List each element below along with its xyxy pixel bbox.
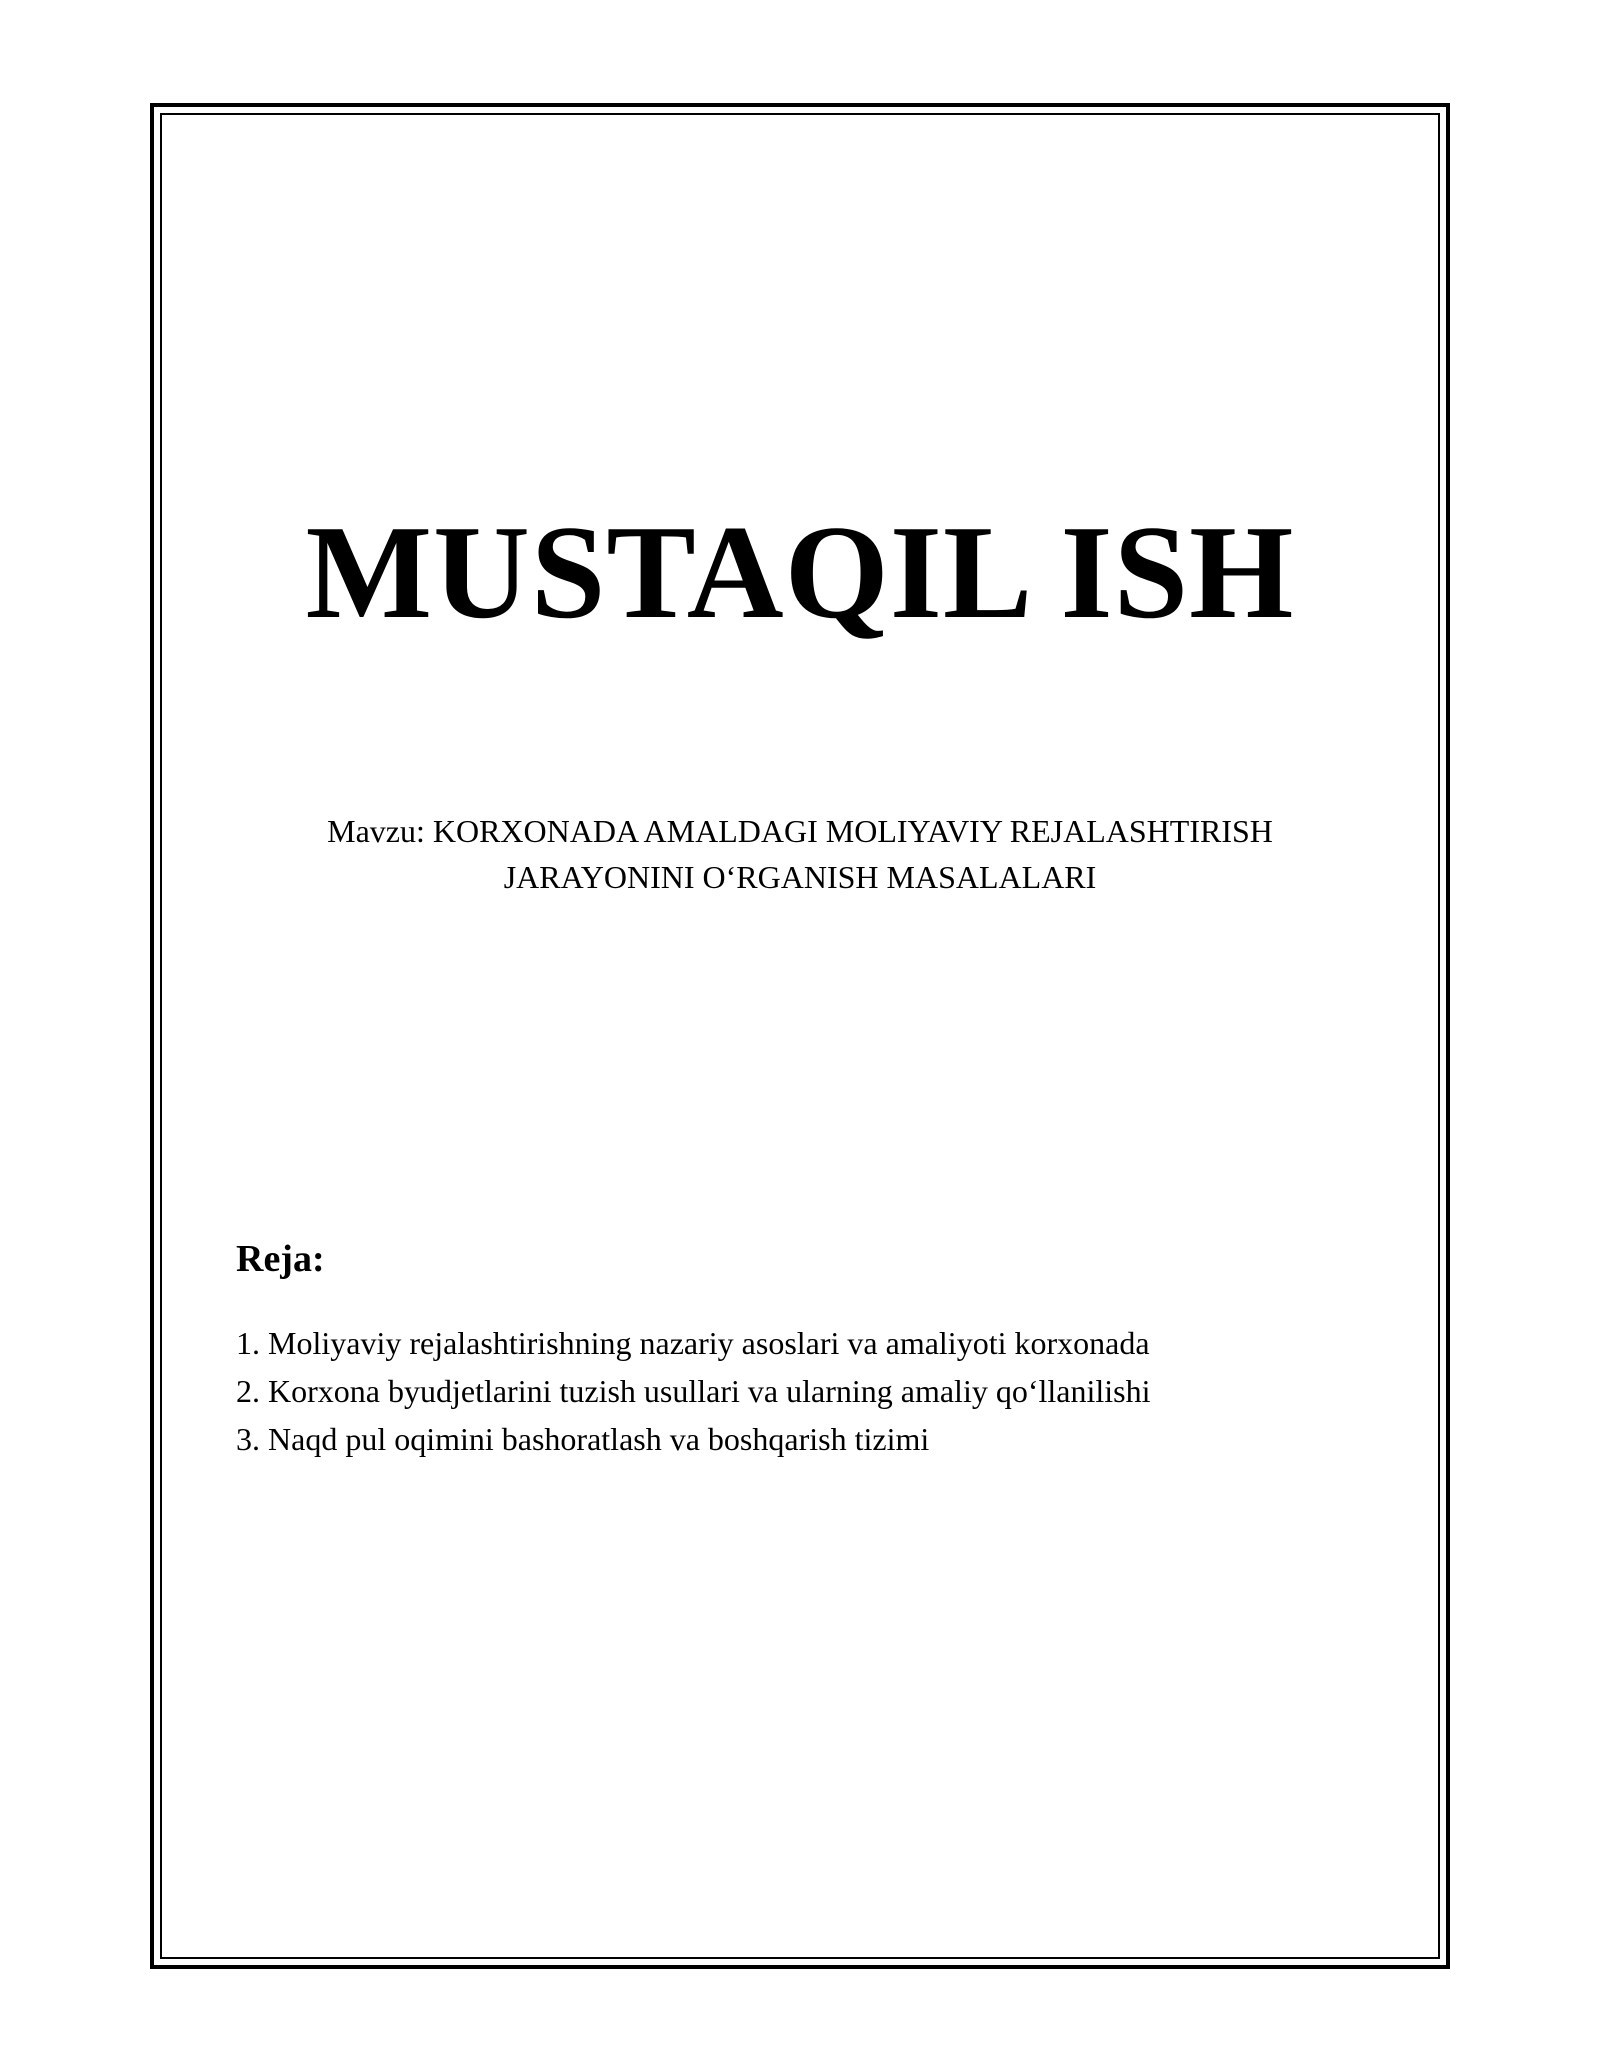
page-border-inner [160, 113, 1440, 1959]
plan-item: 1. Moliyaviy rejalashtirishning nazariy asoslari va amaliyoti korxonada [236, 1325, 1150, 1361]
topic-line-1: Mavzu: KORXONADA AMALDAGI MOLIYAVIY REJALASHTIRISH [327, 813, 1273, 849]
page-title: MUSTAQIL ISH [305, 498, 1295, 646]
plan-item: 2. Korxona byudjetlarini tuzish usullari va ularning amaliy qo‘llanilishi [236, 1373, 1151, 1409]
plan-list [236, 1319, 1150, 1463]
topic-block [150, 808, 1450, 900]
plan-item: 3. Naqd pul oqimini bashoratlash va boshqarish tizimi [236, 1421, 930, 1457]
topic-line-2: JARAYONINI O‘RGANISH MASALALARI [503, 859, 1097, 895]
plan-heading: Reja: [236, 1238, 325, 1280]
